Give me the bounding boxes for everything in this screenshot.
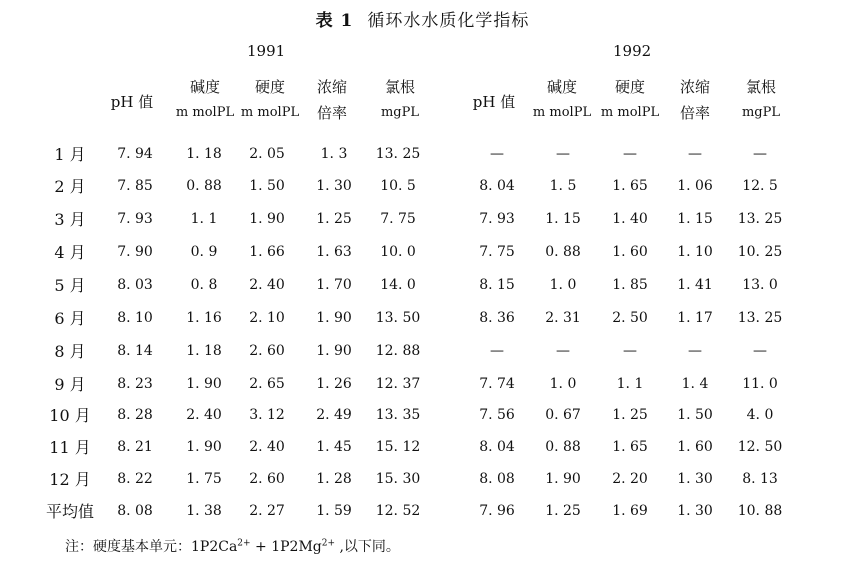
cell-hardness-1991: 2. 40 — [249, 277, 285, 293]
row-label: 6 月 — [54, 309, 86, 328]
cell-alkalinity-1992: — — [556, 343, 570, 359]
cell-ph-1991: 8. 08 — [117, 503, 153, 519]
cell-hardness-1991: 2. 10 — [249, 310, 285, 326]
cell-hardness-1991: 1. 66 — [249, 244, 285, 260]
header-ph-1991: pH 值 — [110, 93, 154, 111]
cell-concentration-1991: 1. 30 — [316, 178, 352, 194]
cell-ph-1992: 7. 93 — [479, 211, 515, 227]
header-unit: mgPL — [741, 105, 781, 120]
header-chloride-1991 — [365, 74, 435, 126]
header-unit: m molPL — [532, 105, 592, 120]
cell-hardness-1992: 1. 1 — [616, 376, 644, 392]
cell-ph-1991: 7. 85 — [117, 178, 153, 194]
cell-ph-1992: 8. 04 — [479, 439, 515, 455]
cell-hardness-1991: 2. 40 — [249, 439, 285, 455]
header-label: 氯根 — [745, 78, 776, 96]
cell-concentration-1992: 1. 4 — [681, 376, 709, 392]
cell-chloride-1992: — — [753, 343, 767, 359]
cell-chloride-1992: 13. 25 — [737, 310, 783, 326]
cell-hardness-1991: 1. 50 — [249, 178, 285, 194]
cell-alkalinity-1991: 0. 8 — [190, 277, 218, 293]
cell-alkalinity-1991: 1. 38 — [186, 503, 222, 519]
row-label: 8 月 — [54, 342, 86, 361]
cell-hardness-1992: — — [623, 343, 637, 359]
header-label: 倍率 — [679, 104, 710, 122]
header-concentration-1992 — [670, 74, 720, 126]
table-note — [65, 536, 400, 556]
cell-hardness-1991: 2. 27 — [249, 503, 285, 519]
header-label: 倍率 — [316, 104, 347, 122]
cell-alkalinity-1992: 1. 0 — [549, 277, 577, 293]
header-unit: m molPL — [240, 105, 300, 120]
cell-alkalinity-1991: 0. 88 — [186, 178, 222, 194]
table-title-text: 循环水水质化学指标 — [367, 11, 530, 31]
row-label: 4 月 — [54, 243, 86, 262]
cell-ph-1992: 8. 15 — [479, 277, 515, 293]
cell-chloride-1991: 12. 88 — [375, 343, 421, 359]
cell-alkalinity-1992: 1. 90 — [545, 471, 581, 487]
cell-alkalinity-1992: 2. 31 — [545, 310, 581, 326]
header-unit: m molPL — [175, 105, 235, 120]
cell-ph-1991: 7. 90 — [117, 244, 153, 260]
row-label: 5 月 — [54, 276, 86, 295]
cell-concentration-1992: 1. 30 — [677, 471, 713, 487]
row-label: 12 月 — [49, 470, 91, 489]
cell-hardness-1992: 1. 65 — [612, 178, 648, 194]
cell-hardness-1991: 1. 90 — [249, 211, 285, 227]
row-label: 11 月 — [49, 438, 91, 457]
cell-concentration-1991: 1. 25 — [316, 211, 352, 227]
cell-ph-1991: 8. 14 — [117, 343, 153, 359]
cell-concentration-1991: 1. 3 — [320, 146, 348, 162]
header-hardness-1991 — [235, 74, 305, 126]
cell-concentration-1992: 1. 41 — [677, 277, 713, 293]
cell-concentration-1992: — — [688, 146, 702, 162]
header-ph-1992: pH 值 — [472, 93, 516, 111]
cell-alkalinity-1991: 1. 18 — [186, 343, 222, 359]
cell-hardness-1992: 1. 85 — [612, 277, 648, 293]
table-title — [0, 6, 845, 31]
cell-chloride-1992: 13. 0 — [742, 277, 778, 293]
cell-ph-1991: 8. 23 — [117, 376, 153, 392]
header-label: 硬度 — [614, 78, 645, 96]
cell-hardness-1991: 2. 65 — [249, 376, 285, 392]
cell-ph-1992: — — [490, 146, 504, 162]
cell-concentration-1991: 1. 59 — [316, 503, 352, 519]
row-label: 3 月 — [54, 210, 86, 229]
cell-chloride-1991: 15. 30 — [375, 471, 421, 487]
year-1992: 1992 — [613, 42, 652, 60]
note-text: 注：硬度基本单元：1P2Ca — [65, 539, 238, 555]
header-label: 氯根 — [384, 78, 415, 96]
cell-alkalinity-1991: 0. 9 — [190, 244, 218, 260]
header-chloride-1992 — [726, 74, 796, 126]
cell-chloride-1992: 12. 5 — [742, 178, 778, 194]
row-label: 10 月 — [49, 406, 91, 425]
cell-alkalinity-1991: 2. 40 — [186, 407, 222, 423]
cell-hardness-1992: 1. 60 — [612, 244, 648, 260]
cell-hardness-1992: 2. 50 — [612, 310, 648, 326]
cell-ph-1991: 8. 10 — [117, 310, 153, 326]
cell-hardness-1991: 2. 60 — [249, 471, 285, 487]
cell-concentration-1991: 1. 45 — [316, 439, 352, 455]
header-label: 硬度 — [254, 78, 285, 96]
header-unit: mgPL — [380, 105, 420, 120]
cell-chloride-1992: 10. 88 — [737, 503, 783, 519]
cell-concentration-1991: 1. 90 — [316, 310, 352, 326]
cell-ph-1991: 8. 22 — [117, 471, 153, 487]
header-label: 碱度 — [546, 78, 577, 96]
cell-chloride-1991: 13. 50 — [375, 310, 421, 326]
cell-hardness-1992: 1. 40 — [612, 211, 648, 227]
cell-concentration-1992: 1. 15 — [677, 211, 713, 227]
cell-alkalinity-1991: 1. 1 — [190, 211, 218, 227]
year-1991: 1991 — [247, 42, 286, 60]
cell-concentration-1992: — — [688, 343, 702, 359]
cell-chloride-1991: 10. 0 — [380, 244, 416, 260]
cell-ph-1992: 7. 75 — [479, 244, 515, 260]
cell-concentration-1991: 1. 90 — [316, 343, 352, 359]
cell-alkalinity-1992: 1. 0 — [549, 376, 577, 392]
cell-concentration-1992: 1. 06 — [677, 178, 713, 194]
cell-ph-1992: 7. 96 — [479, 503, 515, 519]
cell-hardness-1992: 1. 69 — [612, 503, 648, 519]
cell-alkalinity-1991: 1. 18 — [186, 146, 222, 162]
note-superscript: 2+ — [321, 538, 336, 549]
cell-ph-1992: 8. 36 — [479, 310, 515, 326]
cell-ph-1992: — — [490, 343, 504, 359]
cell-concentration-1992: 1. 30 — [677, 503, 713, 519]
cell-ph-1991: 8. 21 — [117, 439, 153, 455]
cell-chloride-1991: 14. 0 — [380, 277, 416, 293]
header-concentration-1991 — [307, 74, 357, 126]
table-number: 表 1 — [315, 11, 354, 31]
note-text: ,以下同。 — [335, 539, 400, 555]
cell-alkalinity-1992: 0. 67 — [545, 407, 581, 423]
cell-ph-1992: 7. 74 — [479, 376, 515, 392]
cell-chloride-1991: 13. 25 — [375, 146, 421, 162]
header-alkalinity-1991 — [165, 74, 245, 126]
cell-concentration-1991: 1. 28 — [316, 471, 352, 487]
cell-concentration-1991: 1. 63 — [316, 244, 352, 260]
cell-hardness-1992: 2. 20 — [612, 471, 648, 487]
cell-alkalinity-1992: 0. 88 — [545, 439, 581, 455]
cell-chloride-1992: 11. 0 — [742, 376, 778, 392]
cell-chloride-1992: 8. 13 — [742, 471, 778, 487]
cell-concentration-1992: 1. 17 — [677, 310, 713, 326]
cell-chloride-1991: 12. 37 — [375, 376, 421, 392]
cell-hardness-1991: 3. 12 — [249, 407, 285, 423]
cell-ph-1992: 8. 04 — [479, 178, 515, 194]
cell-alkalinity-1992: 1. 5 — [549, 178, 577, 194]
cell-hardness-1992: 1. 25 — [612, 407, 648, 423]
cell-concentration-1992: 1. 60 — [677, 439, 713, 455]
cell-ph-1991: 8. 03 — [117, 277, 153, 293]
cell-chloride-1991: 12. 52 — [375, 503, 421, 519]
cell-chloride-1992: 12. 50 — [737, 439, 783, 455]
row-label: 1 月 — [54, 145, 86, 164]
cell-alkalinity-1991: 1. 16 — [186, 310, 222, 326]
header-label: 浓缩 — [679, 78, 710, 96]
cell-chloride-1992: 10. 25 — [737, 244, 783, 260]
cell-hardness-1991: 2. 60 — [249, 343, 285, 359]
header-label: 碱度 — [189, 78, 220, 96]
cell-alkalinity-1992: 1. 25 — [545, 503, 581, 519]
cell-ph-1992: 7. 56 — [479, 407, 515, 423]
cell-ph-1991: 7. 94 — [117, 146, 153, 162]
cell-alkalinity-1991: 1. 75 — [186, 471, 222, 487]
cell-alkalinity-1991: 1. 90 — [186, 376, 222, 392]
cell-concentration-1991: 2. 49 — [316, 407, 352, 423]
cell-hardness-1992: — — [623, 146, 637, 162]
cell-concentration-1991: 1. 26 — [316, 376, 352, 392]
cell-ph-1991: 7. 93 — [117, 211, 153, 227]
cell-chloride-1991: 13. 35 — [375, 407, 421, 423]
cell-hardness-1991: 2. 05 — [249, 146, 285, 162]
cell-chloride-1992: 4. 0 — [746, 407, 774, 423]
cell-chloride-1991: 15. 12 — [375, 439, 421, 455]
cell-ph-1991: 8. 28 — [117, 407, 153, 423]
row-label: 2 月 — [54, 177, 86, 196]
cell-chloride-1992: — — [753, 146, 767, 162]
note-superscript: 2+ — [237, 538, 251, 549]
row-label: 9 月 — [54, 375, 86, 394]
cell-concentration-1992: 1. 50 — [677, 407, 713, 423]
header-unit: m molPL — [600, 105, 660, 120]
cell-chloride-1991: 7. 75 — [380, 211, 416, 227]
header-alkalinity-1992 — [527, 74, 597, 126]
note-text: + 1P2Mg — [250, 539, 322, 555]
header-label: 浓缩 — [316, 78, 347, 96]
row-label: 平均值 — [45, 502, 94, 521]
cell-alkalinity-1992: 0. 88 — [545, 244, 581, 260]
cell-chloride-1991: 10. 5 — [380, 178, 416, 194]
cell-ph-1992: 8. 08 — [479, 471, 515, 487]
cell-alkalinity-1992: 1. 15 — [545, 211, 581, 227]
cell-alkalinity-1992: — — [556, 146, 570, 162]
cell-alkalinity-1991: 1. 90 — [186, 439, 222, 455]
cell-concentration-1991: 1. 70 — [316, 277, 352, 293]
cell-hardness-1992: 1. 65 — [612, 439, 648, 455]
header-hardness-1992 — [594, 74, 666, 126]
cell-chloride-1992: 13. 25 — [737, 211, 783, 227]
cell-concentration-1992: 1. 10 — [677, 244, 713, 260]
